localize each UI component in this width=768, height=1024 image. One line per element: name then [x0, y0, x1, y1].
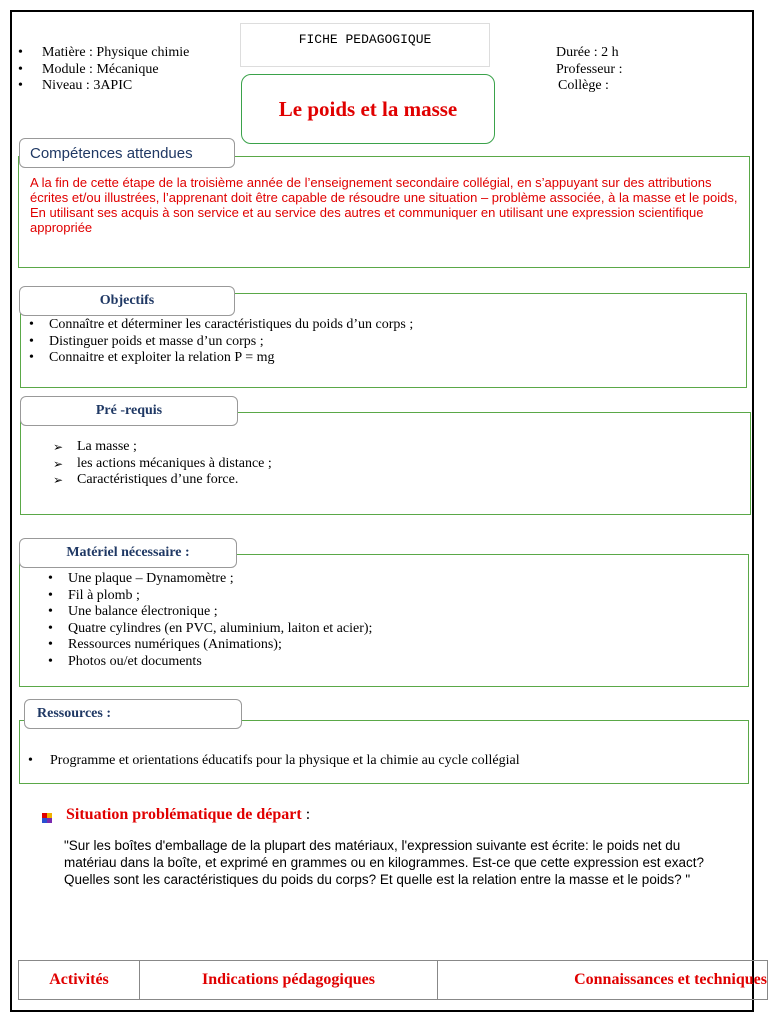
page-title: Le poids et la masse — [241, 74, 495, 144]
objectif-item: • Distinguer poids et masse d’un corps ; — [21, 334, 741, 351]
prerequis-tab: Pré -requis — [20, 396, 238, 426]
col-indications: Indications pédagogiques — [140, 961, 438, 999]
objectif-item: • Connaitre et exploiter la relation P = mg — [21, 350, 741, 367]
competences-box — [18, 156, 750, 268]
competences-text: A la fin de cette étape de la troisième année de l’enseignement secondaire collégial, en s’appuyant sur des attributions écrites et/ou illustrées, l’apprenant doit être capable de résoudre une situation – problème associée, à la masse et le poids, En utilisant ses acquis à son service et au service des autres et communiquer en utilisant une expression scientifique appropriée — [30, 175, 738, 235]
info-duree: Durée : 2 h — [556, 45, 619, 60]
ressources-box — [19, 720, 749, 784]
materiel-item: • Une balance électronique ; — [40, 604, 740, 621]
materiel-item: • Quatre cylindres (en PVC, aluminium, laiton et acier); — [40, 621, 740, 638]
materiel-item: • Une plaque – Dynamomètre ; — [40, 571, 740, 588]
info-niveau: • Niveau : 3APIC — [16, 78, 189, 95]
info-college: Collège : — [558, 78, 609, 93]
situation-title-first: S — [66, 806, 75, 823]
fiche-label: FICHE PEDAGOGIQUE — [240, 23, 490, 67]
situation-title — [42, 806, 310, 824]
ressource-item: • Programme et orientations éducatifs pour la physique et la chimie au cycle collégial — [20, 753, 740, 770]
right-info — [556, 45, 623, 95]
materiel-tab: Matériel nécessaire : — [19, 538, 237, 568]
situation-text: "Sur les boîtes d'emballage de la plupart des matériaux, l'expression suivante est écrite: le poids net du matériau dans la boîte, et exprimé en grammes ou en kilogrammes. Est-ce que cette expression est exact? Quelles sont les caractéristiques du poids du corps? Et quelle est la relation entre la masse et le poids? " — [64, 838, 705, 887]
situation-title-rest: ituation problématique de départ — [74, 806, 302, 823]
info-module: • Module : Mécanique — [16, 62, 189, 79]
prerequis-item: ➢ les actions mécaniques à distance ; — [53, 456, 733, 473]
prerequis-box — [20, 412, 751, 515]
activities-table-header — [18, 960, 768, 1000]
objectifs-tab: Objectifs — [19, 286, 235, 316]
left-info — [16, 45, 189, 95]
col-activites: Activités — [19, 961, 140, 999]
prerequis-item: ➢ La masse ; — [53, 439, 733, 456]
info-matiere: • Matière : Physique chimie — [16, 45, 189, 62]
objectif-item: • Connaître et déterminer les caractéristiques du poids d’un corps ; — [21, 317, 741, 334]
competences-tab: Compétences attendues — [19, 138, 235, 168]
situation-title-suffix: : — [301, 806, 311, 823]
ressources-tab: Ressources : — [24, 699, 242, 729]
col-connaissances: Connaissances et techniques — [574, 971, 767, 988]
materiel-box — [19, 554, 749, 687]
colored-square-bullet-icon — [42, 810, 52, 820]
materiel-item: • Ressources numériques (Animations); — [40, 637, 740, 654]
info-professeur: Professeur : — [556, 61, 623, 77]
materiel-item: • Fil à plomb ; — [40, 588, 740, 605]
materiel-item: • Photos ou/et documents — [40, 654, 740, 671]
prerequis-item: ➢ Caractéristiques d’une force. — [53, 472, 733, 489]
